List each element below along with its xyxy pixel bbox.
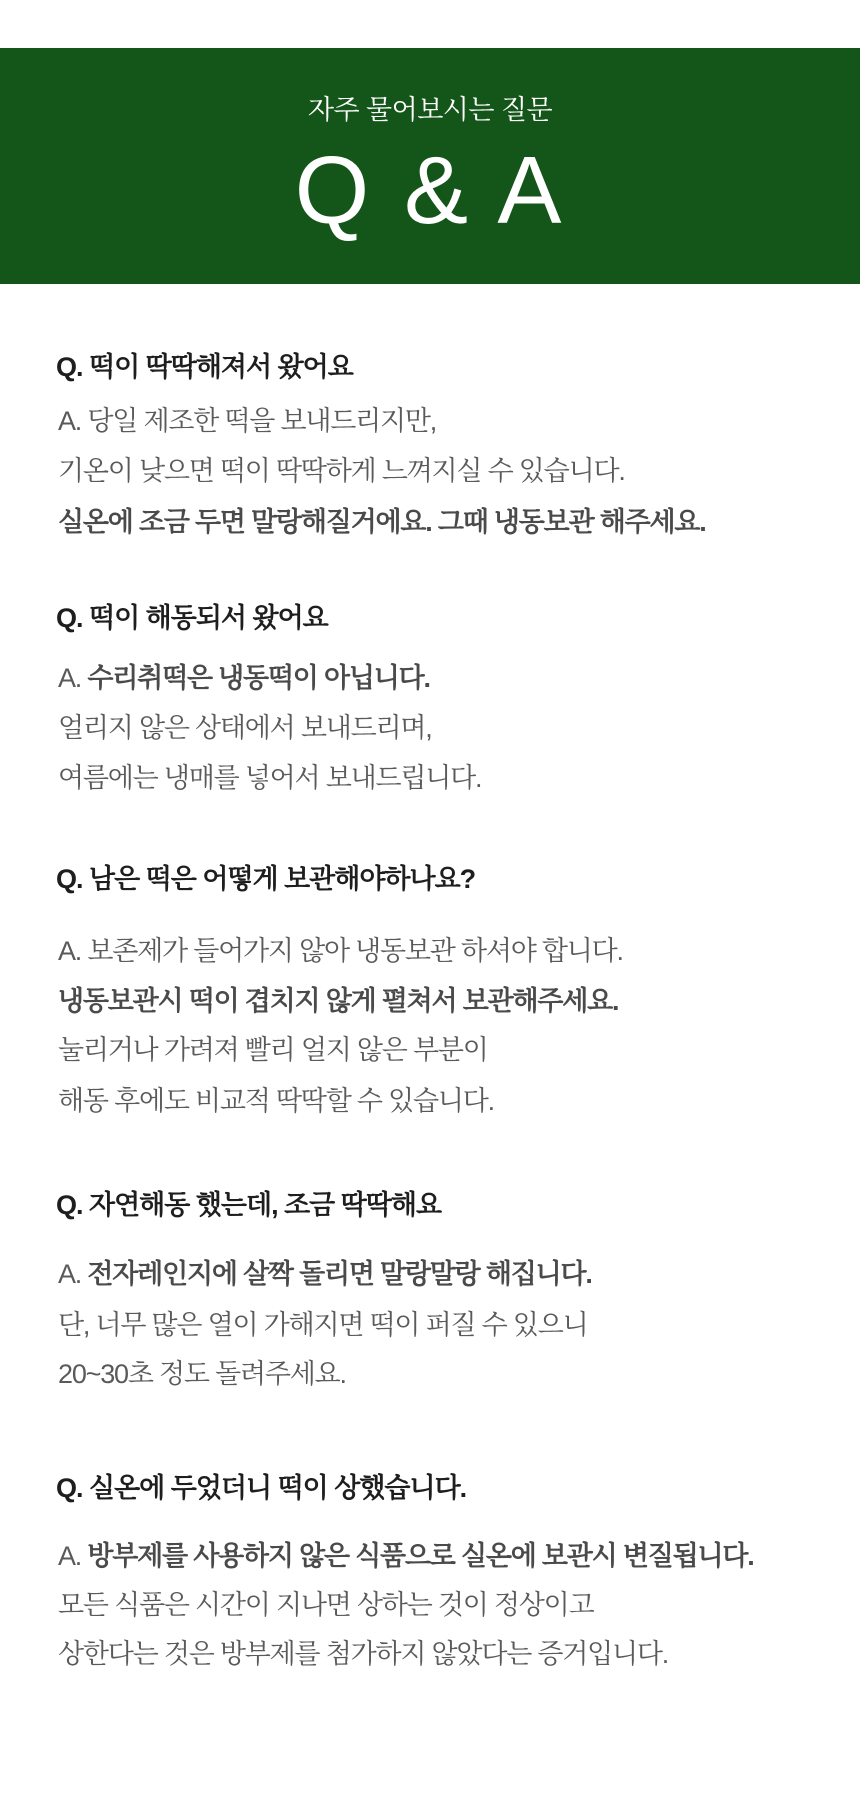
faq-answer-1-line-2: 기온이 낮으면 떡이 딱딱하게 느껴지실 수 있습니다. xyxy=(58,456,625,486)
answer-emphasis: 전자레인지에 살짝 돌리면 말랑말랑 해집니다. xyxy=(87,1259,592,1289)
faq-answer-4-line-3: 20~30초 정도 돌려주세요. xyxy=(58,1359,346,1389)
faq-answer-4-line-2: 단, 너무 많은 열이 가해지면 떡이 퍼질 수 있으니 xyxy=(58,1310,588,1340)
answer-prefix: A. xyxy=(58,1259,88,1289)
faq-answer-2-line-1 xyxy=(58,653,430,703)
faq-answer-2-line-2: 얼리지 않은 상태에서 보내드리며, xyxy=(58,713,432,743)
answer-emphasis: 실온에 조금 두면 말랑해질거에요. 그때 냉동보관 해주세요. xyxy=(58,507,706,537)
answer-prefix: A. xyxy=(58,663,88,693)
answer-prefix: A. xyxy=(58,1541,88,1571)
faq-answer-3-line-4: 해동 후에도 비교적 딱딱할 수 있습니다. xyxy=(58,1086,494,1116)
answer-emphasis: 방부제를 사용하지 않은 식품으로 실온에 보관시 변질됩니다. xyxy=(87,1541,754,1571)
faq-question-5: Q. 실온에 두었더니 떡이 상했습니다. xyxy=(56,1473,467,1503)
faq-question-4: Q. 자연해동 했는데, 조금 딱딱해요 xyxy=(56,1190,442,1220)
faq-answer-5-line-2: 모든 식품은 시간이 지나면 상하는 것이 정상이고 xyxy=(58,1590,594,1620)
faq-question-3: Q. 남은 떡은 어떻게 보관해야하나요? xyxy=(56,864,476,894)
qa-header-banner xyxy=(0,48,860,284)
faq-answer-1-line-1: A. 당일 제조한 떡을 보내드리지만, xyxy=(58,406,437,436)
answer-emphasis: 수리취떡은 냉동떡이 아닙니다. xyxy=(87,663,430,693)
faq-question-2: Q. 떡이 해동되서 왔어요 xyxy=(56,603,328,633)
faq-answer-3-line-1: A. 보존제가 들어가지 않아 냉동보관 하셔야 합니다. xyxy=(58,936,623,966)
faq-answer-4-line-1 xyxy=(58,1249,592,1299)
header-title: Q & A xyxy=(294,137,566,244)
faq-answer-1-line-3 xyxy=(58,497,706,547)
header-subtitle: 자주 물어보시는 질문 xyxy=(307,95,553,125)
faq-answer-3-line-3: 눌리거나 가려져 빨리 얼지 않은 부분이 xyxy=(58,1035,488,1065)
faq-question-1: Q. 떡이 딱딱해져서 왔어요 xyxy=(56,352,353,382)
faq-answer-5-line-3: 상한다는 것은 방부제를 첨가하지 않았다는 증거입니다. xyxy=(58,1639,669,1669)
faq-answer-5-line-1 xyxy=(58,1531,754,1581)
faq-answer-2-line-3: 여름에는 냉매를 넣어서 보내드립니다. xyxy=(58,763,482,793)
faq-answer-3-line-2 xyxy=(58,976,618,1026)
answer-emphasis: 냉동보관시 떡이 겹치지 않게 펼쳐서 보관해주세요. xyxy=(58,986,619,1016)
